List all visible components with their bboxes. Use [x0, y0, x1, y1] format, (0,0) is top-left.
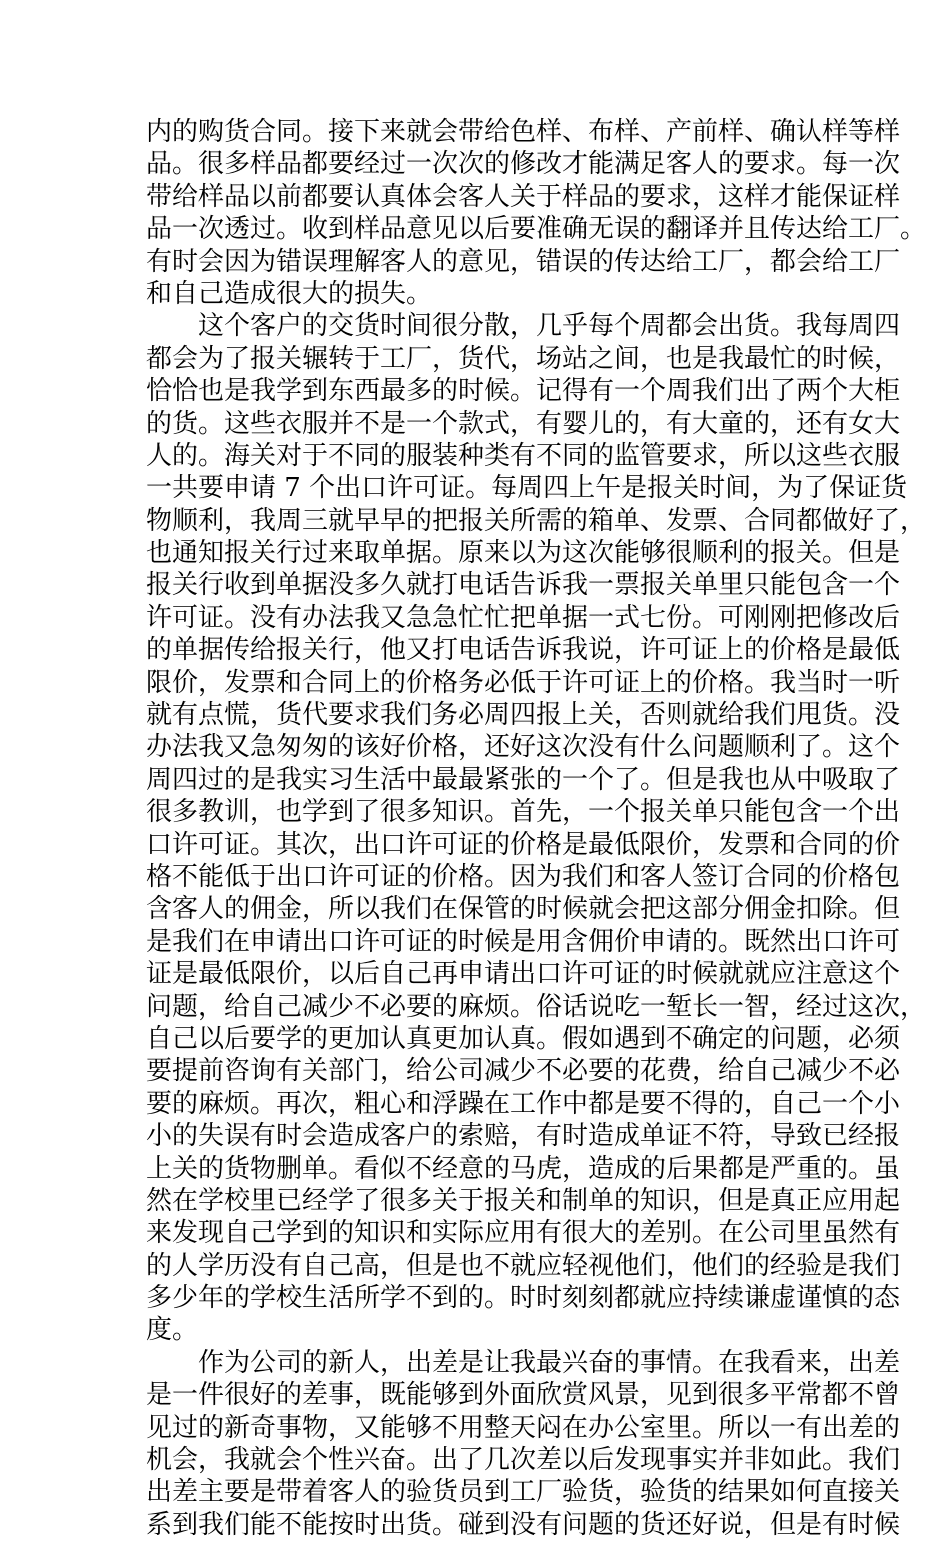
text-line: 的人学历没有自己高，但是也不就应轻视他们，他们的经验是我们: [146, 1250, 901, 1281]
text-line: 来发现自己学到的知识和实际应用有很大的差别。在公司里虽然有: [146, 1218, 901, 1249]
text-line: 有时会因为错误理解客人的意见，错误的传达给工厂，都会给工厂: [146, 246, 901, 277]
text-line: 见过的新奇事物，又能够不用整天闷在办公室里。所以一有出差的: [146, 1412, 901, 1443]
text-line: 人的。海关对于不同的服装种类有不同的监管要求，所以这些衣服: [146, 440, 901, 471]
text-line: 上关的货物删单。看似不经意的马虎，造成的后果都是严重的。虽: [146, 1153, 901, 1184]
paragraph: [146, 310, 927, 1347]
text-line: 办法我又急匆匆的该好价格，还好这次没有什么问题顺利了。这个: [146, 732, 901, 763]
text-line: 的单据传给报关行，他又打电话告诉我说，许可证上的价格是最低: [146, 635, 901, 666]
text-line: 格不能低于出口许可证的价格。因为我们和客人签订合同的价格包: [146, 861, 901, 892]
text-line: 恰恰也是我学到东西最多的时候。记得有一个周我们出了两个大柜: [146, 376, 901, 407]
text-line: 然在学校里已经学了很多关于报关和制单的知识，但是真正应用起: [146, 1185, 901, 1216]
text-line: 就有点慌，货代要求我们务必周四报上关，否则就给我们甩货。没: [146, 700, 901, 731]
text-line: 证是最低限价，以后自己再申请出口许可证的时候就就应注意这个: [146, 959, 901, 990]
text-line: 是我们在申请出口许可证的时候是用含佣价申请的。既然出口许可: [146, 926, 901, 957]
text-line: 度。: [146, 1315, 199, 1346]
document-body: [146, 116, 927, 1541]
text-line: 这个客户的交货时间很分散，几乎每个周都会出货。我每周四: [198, 311, 901, 342]
text-line: 含客人的佣金，所以我们在保管的时候就会把这部分佣金扣除。但: [146, 894, 901, 925]
text-line: 很多教训，也学到了很多知识。首先，一个报关单只能包含一个出: [146, 797, 901, 828]
text-line: 要提前咨询有关部门，给公司减少不必要的花费，给自己减少不必: [146, 1056, 901, 1087]
text-line: 许可证。没有办法我又急急忙忙把单据一式七份。可刚刚把修改后: [146, 602, 901, 633]
text-line: 内的购货合同。接下来就会带给色样、布样、产前样、确认样等样: [146, 117, 901, 147]
text-line: 问题，给自己减少不必要的麻烦。俗话说吃一堑长一智，经过这次，: [146, 991, 927, 1022]
text-line: 品。很多样品都要经过一次次的修改才能满足客人的要求。每一次: [146, 149, 901, 180]
text-line: 的货。这些衣服并不是一个款式，有婴儿的，有大童的，还有女大: [146, 408, 901, 439]
text-line: 一共要申请 7 个出口许可证。每周四上午是报关时间，为了保证货: [146, 473, 908, 504]
text-line: 作为公司的新人，出差是让我最兴奋的事情。在我看来，出差: [198, 1347, 901, 1378]
text-line: 品一次透过。收到样品意见以后要准确无误的翻译并且传达给工厂。: [146, 214, 927, 245]
text-line: 也通知报关行过来取单据。原来以为这次能够很顺利的报关。但是: [146, 538, 901, 569]
text-line: 限价，发票和合同上的价格务必低于许可证上的价格。我当时一听: [146, 667, 901, 698]
text-line: 系到我们能不能按时出货。碰到没有问题的货还好说，但是有时候: [146, 1509, 901, 1540]
text-line: 口许可证。其次，出口许可证的价格是最低限价，发票和合同的价: [146, 829, 901, 860]
paragraph: [146, 116, 927, 310]
text-line: 周四过的是我实习生活中最最紧张的一个了。但是我也从中吸取了: [146, 764, 901, 795]
text-line: 都会为了报关辗转于工厂，货代，场站之间，也是我最忙的时候，: [146, 343, 901, 374]
text-line: 自己以后要学的更加认真更加认真。假如遇到不确定的问题，必须: [146, 1023, 901, 1054]
text-line: 是一件很好的差事，既能够到外面欣赏风景，见到很多平常都不曾: [146, 1380, 901, 1411]
paragraph: [146, 1347, 901, 1541]
text-line: 小的失误有时会造成客户的索赔，有时造成单证不符，导致已经报: [146, 1121, 901, 1152]
text-line: 报关行收到单据没多久就打电话告诉我一票报关单里只能包含一个: [146, 570, 901, 601]
text-line: 机会，我就会个性兴奋。出了几次差以后发现事实并非如此。我们: [146, 1445, 901, 1476]
text-line: 多少年的学校生活所学不到的。时时刻刻都就应持续谦虚谨慎的态: [146, 1283, 901, 1314]
text-line: 和自己造成很大的损失。: [146, 278, 433, 309]
text-line: 要的麻烦。再次，粗心和浮躁在工作中都是要不得的，自己一个小: [146, 1088, 901, 1119]
text-line: 出差主要是带着客人的验货员到工厂验货，验货的结果如何直接关: [146, 1477, 901, 1508]
text-line: 带给样品以前都要认真体会客人关于样品的要求，这样才能保证样: [146, 181, 901, 212]
text-line: 物顺利，我周三就早早的把报关所需的箱单、发票、合同都做好了，: [146, 505, 927, 536]
